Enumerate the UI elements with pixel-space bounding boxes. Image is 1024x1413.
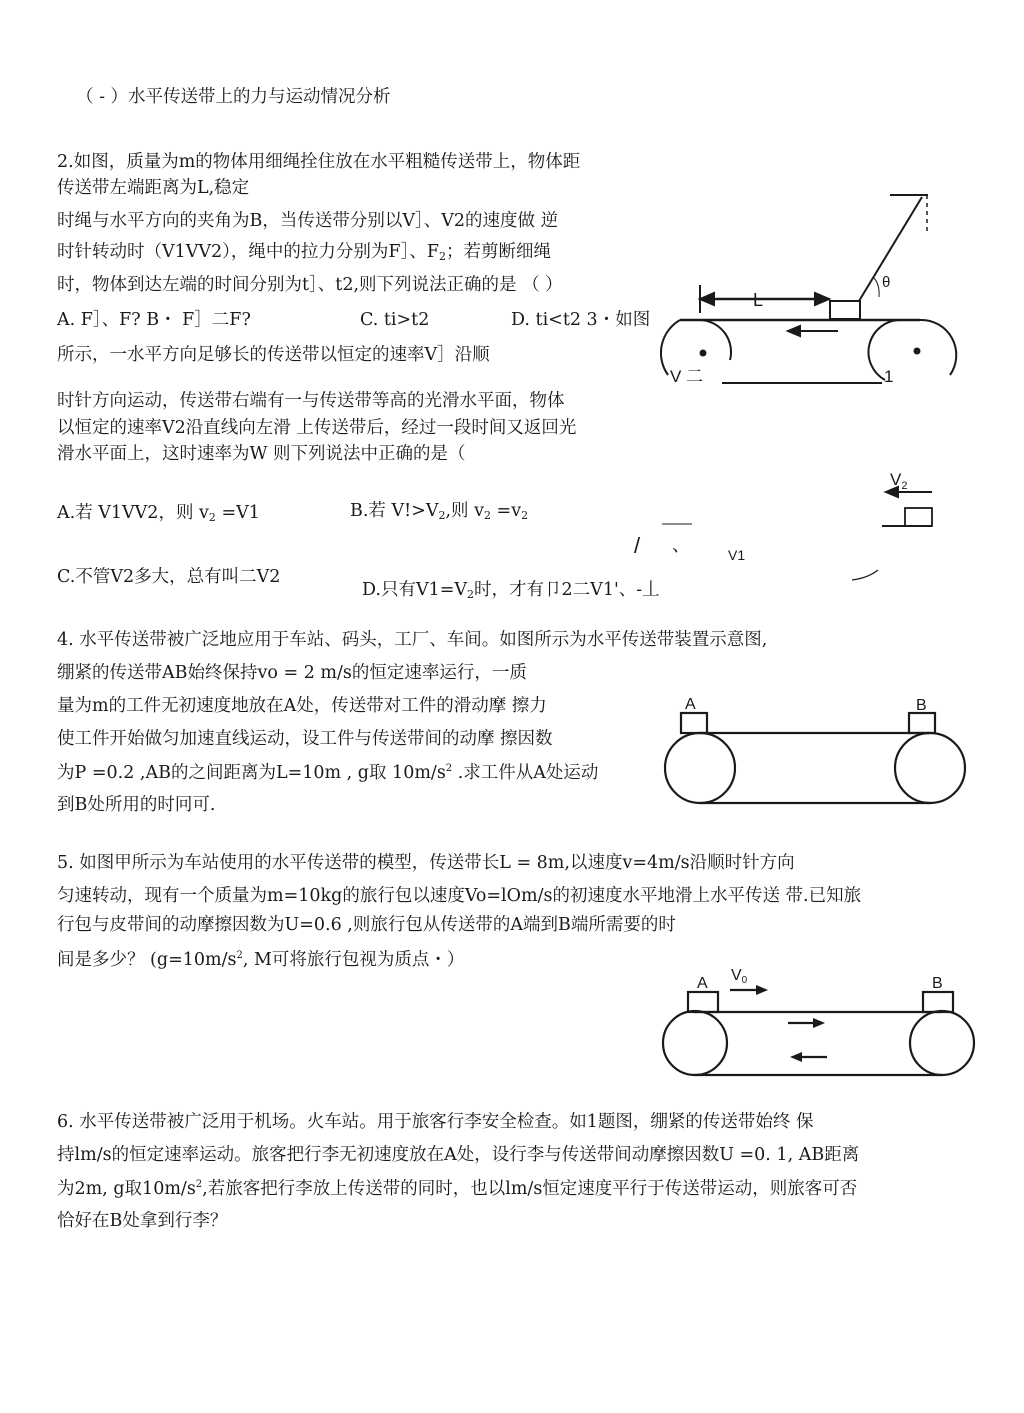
q3-line-4: 滑水平面上，这时速率为W 则下列说法中正确的是（ — [57, 444, 466, 464]
q2-option-a: A. F］、F? B・ F］二F? — [57, 310, 251, 330]
q6-line-2: 持lm/s的恒定速率运动。旅客把行李无初速度放在A处，设行李与传送带间动摩擦因数U =0. 1, AB距离 — [57, 1145, 860, 1165]
q4-line-5: 为P =0.2 ,AB的之间距离为L=10m , g取 $10m/s^2$ .求工件从A处运动 — [57, 763, 599, 783]
q5-figure-label-a: A — [697, 975, 708, 992]
q3-line-1: 所示，一水平方向足够长的传送带以恒定的速率V］沿顺 — [57, 345, 490, 365]
q3-figure-mark-comma: 、 — [672, 535, 690, 555]
q6-line-3: 为2m, g取$10m/s^2$,若旅客把行李放上传送带的同时，也以lm/s恒定速度平行于传送带运动，则旅客可否 — [57, 1179, 858, 1199]
q5-belt-figure — [655, 960, 985, 1085]
q5-line-2: 匀速转动，现有一个质量为m=10kg的旅行包以速度Vo=lOm/s的初速度水平地滑上水平传送 带.已知旅 — [57, 886, 862, 906]
q3-option-a: A.若 V1VV2，则 $v_2 =V1$ — [57, 503, 260, 524]
q2-option-d: D. ti<t2 3・如图 — [511, 310, 651, 330]
q2-figure-label-theta: θ — [882, 274, 891, 291]
q2-rope-belt-figure — [660, 185, 960, 400]
q4-line-4: 使工件开始做匀加速直线运动，设工件与传送带间的动摩 擦因数 — [57, 729, 553, 749]
q2-line-4: 时针转动时（V1VV2），绳中的拉力分别为F］、$F_2$；若剪断细绳 — [57, 242, 551, 263]
q2-line-1: 2.如图，质量为m的物体用细绳拴住放在水平粗糙传送带上，物体距 — [57, 152, 581, 172]
q3-figure-label-v2: $V_2$ — [890, 470, 908, 492]
q3-line-3: 以恒定的速率V2沿直线向左滑 上传送带后，经过一段时间又返回光 — [57, 418, 577, 438]
q2-figure-label-1: 1 — [884, 367, 894, 386]
q2-figure-label-l: L — [753, 290, 764, 310]
q2-line-2: 传送带左端距离为L,稳定 — [57, 178, 250, 198]
q3-line-2: 时针方向运动，传送带右端有一与传送带等高的光滑水平面，物体 — [57, 391, 565, 411]
q4-line-2: 绷紧的传送带AB始终保持vo = 2 m/s的恒定速率运行，一质 — [57, 663, 527, 683]
q3-option-c: C.不管V2多大，总有叫二V2 — [57, 567, 281, 587]
q2-option-c: C. ti>t2 — [360, 310, 430, 330]
q5-figure-label-v0: V0 — [731, 967, 748, 986]
q3-figure-label-v1: V1 — [728, 547, 746, 563]
q5-line-1: 5. 如图甲所示为车站使用的水平传送带的模型，传送带长L = 8m,以速度v=4m/s沿顺时针方向 — [57, 853, 795, 873]
q4-line-6: 到B处所用的时冋可. — [57, 795, 216, 815]
q2-figure-label-v: V 二 — [670, 367, 704, 386]
q3-belt-figure — [620, 465, 960, 595]
q3-figure-mark-slash: / — [634, 533, 641, 558]
q2-line-5: 时，物体到达左端的时间分别为t］、t2,则下列说法正确的是 （ ） — [57, 275, 563, 295]
section-title: （ - ）水平传送带上的力与运动情况分析 — [76, 87, 391, 107]
q6-line-1: 6. 水平传送带被广泛用于机场。火车站。用于旅客行李安全检查。如1题图，绷紧的传送带始终 保 — [57, 1112, 814, 1132]
q5-line-4: 间是多少？ ($g=10m/s^2$, M可将旅行包视为质点・） — [57, 950, 465, 970]
q4-line-3: 量为m的工件无初速度地放在A处，传送带对工件的滑动摩 擦力 — [57, 696, 547, 716]
q5-line-3: 行包与皮带间的动摩擦因数为U=0.6 ,则旅行包从传送带的A端到B端所需要的时 — [57, 915, 676, 935]
q3-option-b: B.若 $V!>V_2$,则 $v_2 =v_2$ — [350, 501, 529, 522]
q2-line-3: 时绳与水平方向的夹角为B，当传送带分别以V］、V2的速度做 逆 — [57, 211, 559, 231]
q4-line-1: 4. 水平传送带被广泛地应用于车站、码头，工厂、车间。如图所示为水平传送带装置示意图, — [57, 630, 768, 650]
q6-line-4: 恰好在B处拿到行李？ — [57, 1211, 228, 1231]
q4-figure-label-a: A — [685, 696, 696, 713]
q3-option-d: D.只有$V1=V_2$时，才有卩2二V1'、-丄 — [362, 580, 660, 601]
q4-belt-figure — [645, 695, 975, 810]
q5-figure-label-b: B — [932, 975, 943, 992]
q4-figure-label-b: B — [916, 697, 927, 714]
